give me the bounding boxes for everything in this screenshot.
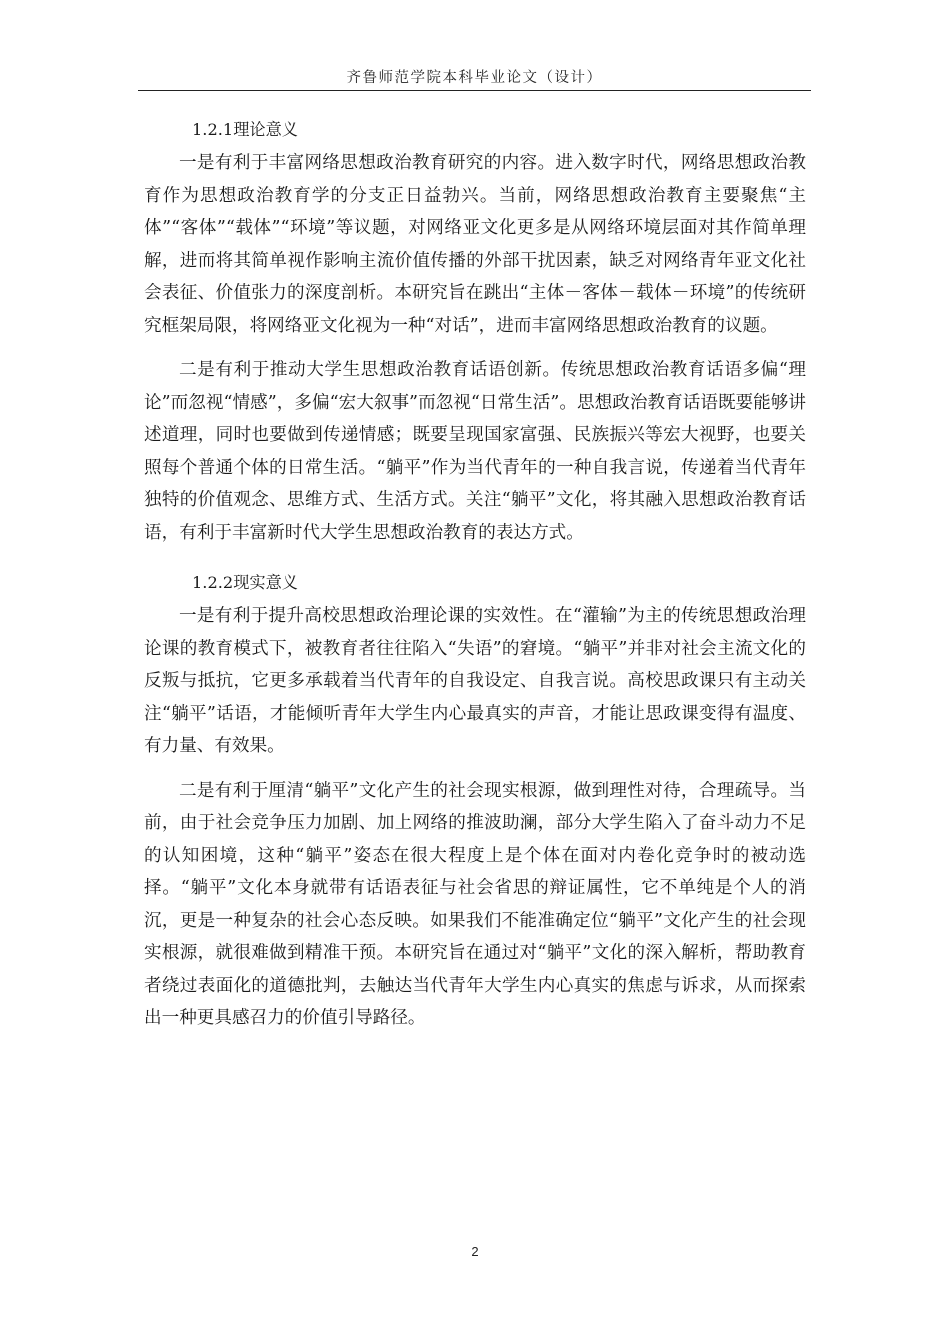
page-body	[144, 112, 806, 1035]
section-heading-practical: 1.2.2现实意义	[192, 573, 298, 592]
section-heading-theoretical: 1.2.1理论意义	[192, 120, 298, 139]
page-number: 2	[471, 1244, 479, 1259]
paragraph: 二是有利于推动大学生思想政治教育话语创新。传统思想政治教育话语多偏“理论”而忽视“情感”，多偏“宏大叙事”而忽视“日常生活”。思想政治教育话语既要能够讲述道理，同时也要做到传递情感；既要呈现国家富强、民族振兴等宏大视野，也要关照每个普通个体的日常生活。“躺平”作为当代青年的一种自我言说，传递着当代青年独特的价值观念、思维方式、生活方式。关注“躺平”文化，将其融入思想政治教育话语，有利于丰富新时代大学生思想政治教育的表达方式。	[144, 360, 806, 543]
spacer	[144, 342, 806, 354]
header-rule	[138, 90, 811, 91]
paragraph: 一是有利于提升高校思想政治理论课的实效性。在“灌输”为主的传统思想政治理论课的教育模式下，被教育者往往陷入“失语”的窘境。“躺平”并非对社会主流文化的反叛与抵抗，它更多承载着当代青年的自我设定、自我言说。高校思政课只有主动关注“躺平”话语，才能倾听青年大学生内心最真实的声音，才能让思政课变得有温度、有力量、有效果。	[144, 606, 806, 756]
spacer	[144, 549, 806, 565]
page-header: 齐鲁师范学院本科毕业论文（设计）	[346, 70, 603, 86]
paragraph: 二是有利于厘清“躺平”文化产生的社会现实根源，做到理性对待，合理疏导。当前，由于社会竞争压力加剧、加上网络的推波助澜，部分大学生陷入了奋斗动力不足的认知困境，这种“躺平”姿态在很大程度上是个体在面对内卷化竞争时的被动选择。“躺平”文化本身就带有话语表征与社会省思的辩证属性，它不单纯是个人的消沉，更是一种复杂的社会心态反映。如果我们不能准确定位“躺平”文化产生的社会现实根源，就很难做到精准干预。本研究旨在通过对“躺平”文化的深入解析，帮助教育者绕过表面化的道德批判，去触达当代青年大学生内心真实的焦虑与诉求，从而探索出一种更具感召力的价值引导路径。	[144, 780, 806, 1028]
paragraph: 一是有利于丰富网络思想政治教育研究的内容。进入数字时代，网络思想政治教育作为思想政治教育学的分支正日益勃兴。当前，网络思想政治教育主要聚焦“主体”“客体”“载体”“环境”等议题，对网络亚文化更多是从网络环境层面对其作简单理解，进而将其简单视作影响主流价值传播的外部干扰因素，缺乏对网络青年亚文化社会表征、价值张力的深度剖析。本研究旨在跳出“主体－客体－载体－环境”的传统研究框架局限，将网络亚文化视为一种“对话”，进而丰富网络思想政治教育的议题。	[144, 153, 806, 336]
spacer	[144, 763, 806, 775]
